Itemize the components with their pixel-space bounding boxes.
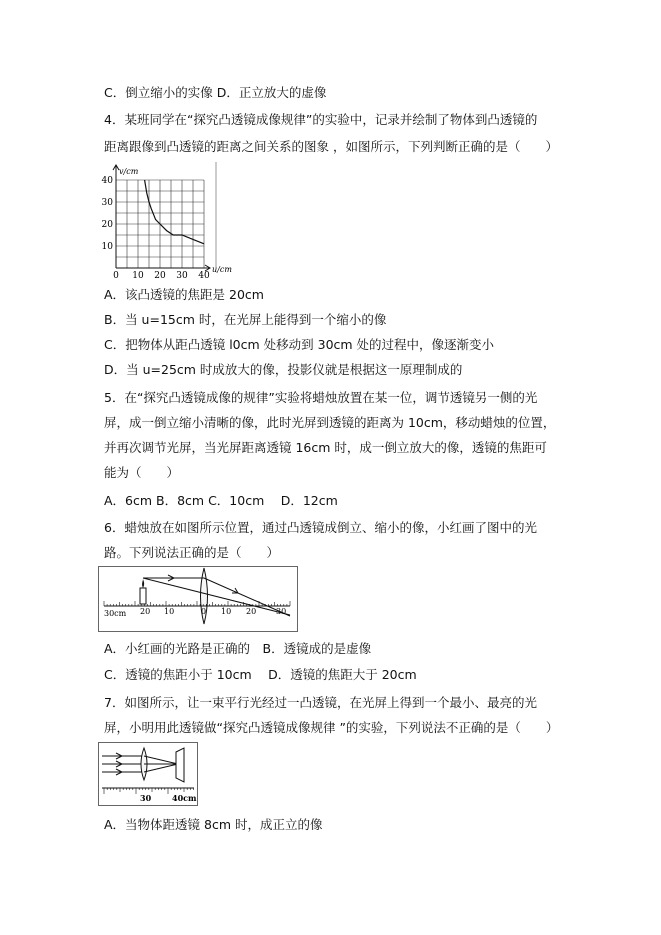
q4-x-tick-label: 0 (113, 271, 119, 278)
q7-ruler-label-40cm: 40cm (172, 793, 197, 803)
q7-light-screen (176, 748, 184, 782)
q6-candle-flame (142, 579, 144, 588)
q4-graph (98, 160, 236, 278)
q6-ruler-label-30cm: 30cm (104, 609, 127, 618)
q4-option-d: D．当 u=25cm 时成放大的像，投影仪就是根据这一原理制成的 (104, 362, 463, 377)
q6-ruler-label-10-left: 10 (164, 607, 175, 616)
q5-stem-line3: 并再次调节光屏，当光屏距离透镜 16cm 时，成一倒立放大的像，透镜的焦距可 (104, 440, 547, 455)
q4-y-axis-label: v/cm (119, 167, 139, 176)
q6-ruler-label-20-right: 20 (246, 607, 257, 616)
q4-stem-line1: 4．某班同学在“探究凸透镜成像规律”的实验中，记录并绘制了物体到凸透镜的 (104, 112, 538, 127)
q7-stem-line1: 7．如图所示，让一束平行光经过一凸透镜，在光屏上得到一个最小、最亮的光 (104, 695, 537, 710)
q7-option-a: A．当物体距透镜 8cm 时，成正立的像 (104, 817, 323, 832)
q7-stem-line2: 屏，小明用此透镜做“探究凸透镜成像规律 ”的实验，下列说法不正确的是（ ） (104, 720, 559, 735)
q4-y-tick-label: 10 (101, 242, 113, 252)
q4-x-tick-label: 40 (198, 271, 210, 278)
q6-ruler-label-0: 0 (201, 607, 207, 616)
q4-curve (145, 180, 204, 244)
q5-stem-line2: 屏，成一倒立缩小清晰的像，此时光屏到透镜的距离为 10cm，移动蜡烛的位置， (104, 415, 556, 430)
q6-candle (140, 588, 146, 604)
q7-converge-bottom (144, 764, 178, 772)
q6-stem-line1: 6．蜡烛放在如图所示位置，通过凸透镜成倒立、缩小的像，小红画了图中的光 (104, 520, 537, 535)
q6-stem-line2: 路。下列说法正确的是（ ） (104, 545, 280, 560)
q4-y-tick-label: 20 (101, 220, 113, 230)
q4-option-a: A．该凸透镜的焦距是 20cm (104, 287, 264, 302)
q7-figure (98, 742, 198, 806)
q6-options-ab: A．小红画的光路是正确的 B．透镜成的是虚像 (104, 641, 372, 656)
q6-frame (99, 567, 298, 632)
q5-stem-line1: 5．在“探究凸透镜成像的规律”实验将蜡烛放置在某一位，调节透镜另一侧的光 (104, 390, 538, 405)
q7-converge-top (144, 756, 178, 764)
q4-y-tick-label: 40 (101, 176, 113, 186)
q4-x-tick-label: 20 (154, 271, 166, 278)
q6-ruler-label-20-left: 20 (140, 607, 151, 616)
q6-ruler-label-10-right: 10 (221, 607, 232, 616)
q4-option-c: C．把物体从距凸透镜 l0cm 处移动到 30cm 处的过程中，像逐渐变小 (104, 337, 495, 352)
q5-stem-line4: 能为（ ） (104, 465, 180, 480)
q4-y-tick-label: 30 (101, 198, 113, 208)
q4-stem-line2: 距离跟像到凸透镜的距离之间关系的图象 ，如图所示，下列判断正确的是（ ） (104, 139, 558, 154)
q4-x-tick-label: 30 (176, 271, 188, 278)
q4-x-axis-label: u/cm (212, 265, 232, 274)
q5-options: A．6cm B．8cm C．10cm D．12cm (104, 493, 338, 508)
q4-x-tick-label: 10 (132, 271, 144, 278)
q6-options-cd: C．透镜的焦距小于 10cm D．透镜的焦距大于 20cm (104, 667, 417, 682)
q4-option-b: B．当 u=15cm 时，在光屏上能得到一个缩小的像 (104, 312, 387, 327)
q6-ruler-label-30-right: 30 (276, 607, 287, 616)
q6-figure (98, 566, 298, 632)
q7-ruler-label-30: 30 (140, 793, 152, 803)
q3-option-line: C．倒立缩小的实像 D．正立放大的虚像 (104, 85, 327, 100)
